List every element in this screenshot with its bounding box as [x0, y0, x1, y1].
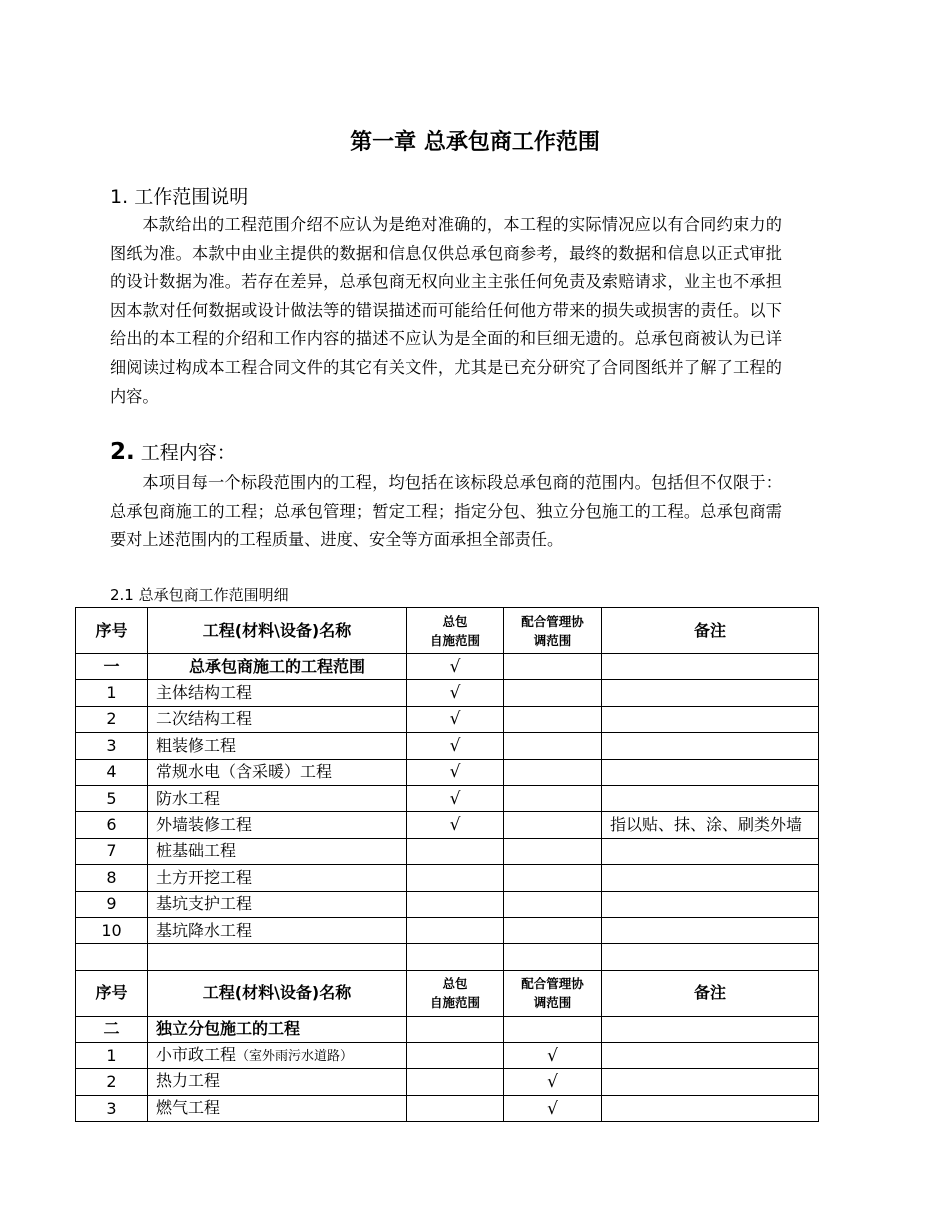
empty-cell: [504, 944, 602, 970]
table-row: [76, 759, 819, 785]
table-row: [76, 812, 819, 838]
row-seq: 8: [76, 865, 148, 891]
row-coord-cell: [504, 1069, 602, 1095]
row-name: 外墙装修工程: [148, 812, 407, 838]
header-remark: 备注: [602, 970, 819, 1016]
row-seq: 5: [76, 785, 148, 811]
check-icon: √: [449, 709, 461, 730]
row-self-cell: [407, 1095, 504, 1121]
check-icon: √: [449, 656, 461, 677]
row-coord-cell: [504, 891, 602, 917]
section-name: 独立分包施工的工程: [148, 1016, 407, 1042]
section-1-heading: [110, 183, 248, 211]
row-seq: 9: [76, 891, 148, 917]
section-1-body: 本款给出的工程范围介绍不应认为是绝对准确的，本工程的实际情况应以有合同约束力的图纸为准。本款中由业主提供的数据和信息仅供总承包商参考，最终的数据和信息以正式审批的设计数据为准。若存在差异，总承包商无权向业主主张任何免责及索赔请求，业主也不承担因本款对任何数据或设计做法等的错误描述而可能给任何他方带来的损失或损害的责任。以下给出的本工程的介绍和工作内容的描述不应认为是全面的和巨细无遗的。总承包商被认为已详细阅读过构成本工程合同文件的其它有关文件，尤其是已充分研究了合同图纸并了解了工程的内容。: [110, 215, 782, 406]
check-icon: √: [449, 788, 461, 809]
section-2-body: 本项目每一个标段范围内的工程，均包括在该标段总承包商的范围内。包括但不仅限于：总承包商施工的工程；总承包管理；暂定工程；指定分包、独立分包施工的工程。总承包商需要对上述范围内的工程质量、进度、安全等方面承担全部责任。: [110, 473, 782, 550]
row-name: 主体结构工程: [148, 680, 407, 706]
row-coord-cell: [504, 812, 602, 838]
header-remark: 备注: [602, 608, 819, 654]
row-remark: [602, 1095, 819, 1121]
row-seq: 2: [76, 1069, 148, 1095]
section-coord-cell: [504, 654, 602, 680]
row-name: 二次结构工程: [148, 706, 407, 732]
row-name: 粗装修工程: [148, 733, 407, 759]
row-remark: [602, 680, 819, 706]
row-self-cell: [407, 1069, 504, 1095]
section-self-cell: [407, 1016, 504, 1042]
row-self-cell: [407, 1043, 504, 1069]
row-remark: [602, 785, 819, 811]
table-row: [76, 733, 819, 759]
row-coord-cell: [504, 733, 602, 759]
check-icon: √: [547, 1098, 558, 1119]
section-remark-cell: [602, 654, 819, 680]
row-name: 燃气工程: [156, 1097, 221, 1117]
check-icon: √: [547, 1045, 558, 1066]
table-row: [76, 891, 819, 917]
section-seq: 一: [76, 654, 148, 680]
header-seq: 序号: [76, 970, 148, 1016]
empty-cell: [76, 944, 148, 970]
row-seq: 10: [76, 917, 148, 943]
row-name-cell: [148, 1095, 407, 1121]
row-self-cell: [407, 785, 504, 811]
section-name: 总承包商施工的工程范围: [148, 654, 407, 680]
header-self-line2: 自施范围: [429, 995, 480, 1011]
row-remark: [602, 865, 819, 891]
table-row: [76, 1069, 819, 1095]
table-row: [76, 838, 819, 864]
row-coord-cell: [504, 759, 602, 785]
row-name: 常规水电（含采暖）工程: [148, 759, 407, 785]
row-self-cell: [407, 891, 504, 917]
row-seq: 3: [76, 733, 148, 759]
row-name: 桩基础工程: [148, 838, 407, 864]
row-self-cell: [407, 706, 504, 732]
row-coord-cell: [504, 865, 602, 891]
section-row: [76, 1016, 819, 1042]
header-coord-line1: 配合管理协: [521, 976, 584, 992]
section-2-title: 工程内容：: [140, 442, 236, 464]
row-seq: 7: [76, 838, 148, 864]
header-coord: [504, 608, 602, 654]
header-coord: [504, 970, 602, 1016]
row-coord-cell: [504, 1043, 602, 1069]
row-remark: [602, 1069, 819, 1095]
table-header-row: [76, 608, 819, 654]
row-remark: [602, 1043, 819, 1069]
section-1-title: 工作范围说明: [134, 186, 249, 208]
header-self-line1: 总包: [442, 976, 468, 992]
row-remark: [602, 917, 819, 943]
row-name: 基坑支护工程: [148, 891, 407, 917]
table-row: [76, 706, 819, 732]
section-coord-cell: [504, 1016, 602, 1042]
row-coord-cell: [504, 1095, 602, 1121]
check-icon: √: [449, 683, 461, 704]
row-self-cell: [407, 733, 504, 759]
header-self: [407, 608, 504, 654]
row-remark: 指以贴、抹、涂、刷类外墙: [602, 812, 819, 838]
check-icon: √: [547, 1072, 558, 1093]
header-self-line2: 自施范围: [429, 632, 480, 648]
row-remark: [602, 706, 819, 732]
row-seq: 6: [76, 812, 148, 838]
table-header-row-repeat: [76, 970, 819, 1016]
section-self-cell: [407, 654, 504, 680]
table-row: [76, 865, 819, 891]
row-self-cell: [407, 838, 504, 864]
row-self-cell: [407, 680, 504, 706]
row-self-cell: [407, 865, 504, 891]
row-seq: 2: [76, 706, 148, 732]
row-name: 土方开挖工程: [148, 865, 407, 891]
work-scope-table: [75, 607, 819, 1122]
header-coord-line1: 配合管理协: [521, 613, 584, 629]
section-seq: 二: [76, 1016, 148, 1042]
row-name: 基坑降水工程: [148, 917, 407, 943]
row-name: 防水工程: [148, 785, 407, 811]
row-seq: 3: [76, 1095, 148, 1121]
section-remark-cell: [602, 1016, 819, 1042]
header-seq: 序号: [76, 608, 148, 654]
row-seq: 1: [76, 680, 148, 706]
row-coord-cell: [504, 706, 602, 732]
row-name-cell: [148, 1043, 407, 1069]
row-seq: 4: [76, 759, 148, 785]
row-coord-cell: [504, 838, 602, 864]
row-seq: 1: [76, 1043, 148, 1069]
table-row: [76, 680, 819, 706]
empty-cell: [602, 944, 819, 970]
check-icon: √: [449, 735, 461, 756]
header-coord-line2: 调范围: [533, 632, 572, 648]
row-remark: [602, 759, 819, 785]
row-remark: [602, 838, 819, 864]
section-2-number: 2.: [110, 439, 135, 465]
row-name-note: （室外雨污水道路）: [236, 1048, 354, 1064]
section-1-number: 1.: [110, 186, 129, 208]
table-row: [76, 785, 819, 811]
header-name: 工程(材料\设备)名称: [148, 608, 407, 654]
header-self-line1: 总包: [442, 613, 468, 629]
section-row: [76, 654, 819, 680]
header-self: [407, 970, 504, 1016]
page-title: 第一章 总承包商工作范围: [350, 130, 600, 155]
row-self-cell: [407, 812, 504, 838]
row-name-cell: [148, 1069, 407, 1095]
row-name: 热力工程: [156, 1071, 221, 1091]
row-remark: [602, 891, 819, 917]
check-icon: √: [449, 762, 461, 783]
header-coord-line2: 调范围: [533, 995, 572, 1011]
header-name: 工程(材料\设备)名称: [148, 970, 407, 1016]
row-remark: [602, 733, 819, 759]
empty-row: [76, 944, 819, 970]
table-caption: 2.1 总承包商工作范围明细: [110, 586, 289, 604]
table-row: [76, 1043, 819, 1069]
row-coord-cell: [504, 785, 602, 811]
row-coord-cell: [504, 680, 602, 706]
row-name: 小市政工程: [156, 1044, 237, 1064]
row-self-cell: [407, 917, 504, 943]
empty-cell: [407, 944, 504, 970]
empty-cell: [148, 944, 407, 970]
table-row: [76, 917, 819, 943]
row-coord-cell: [504, 917, 602, 943]
check-icon: √: [449, 815, 461, 836]
row-self-cell: [407, 759, 504, 785]
table-row: [76, 1095, 819, 1121]
section-2-heading: [110, 438, 236, 467]
